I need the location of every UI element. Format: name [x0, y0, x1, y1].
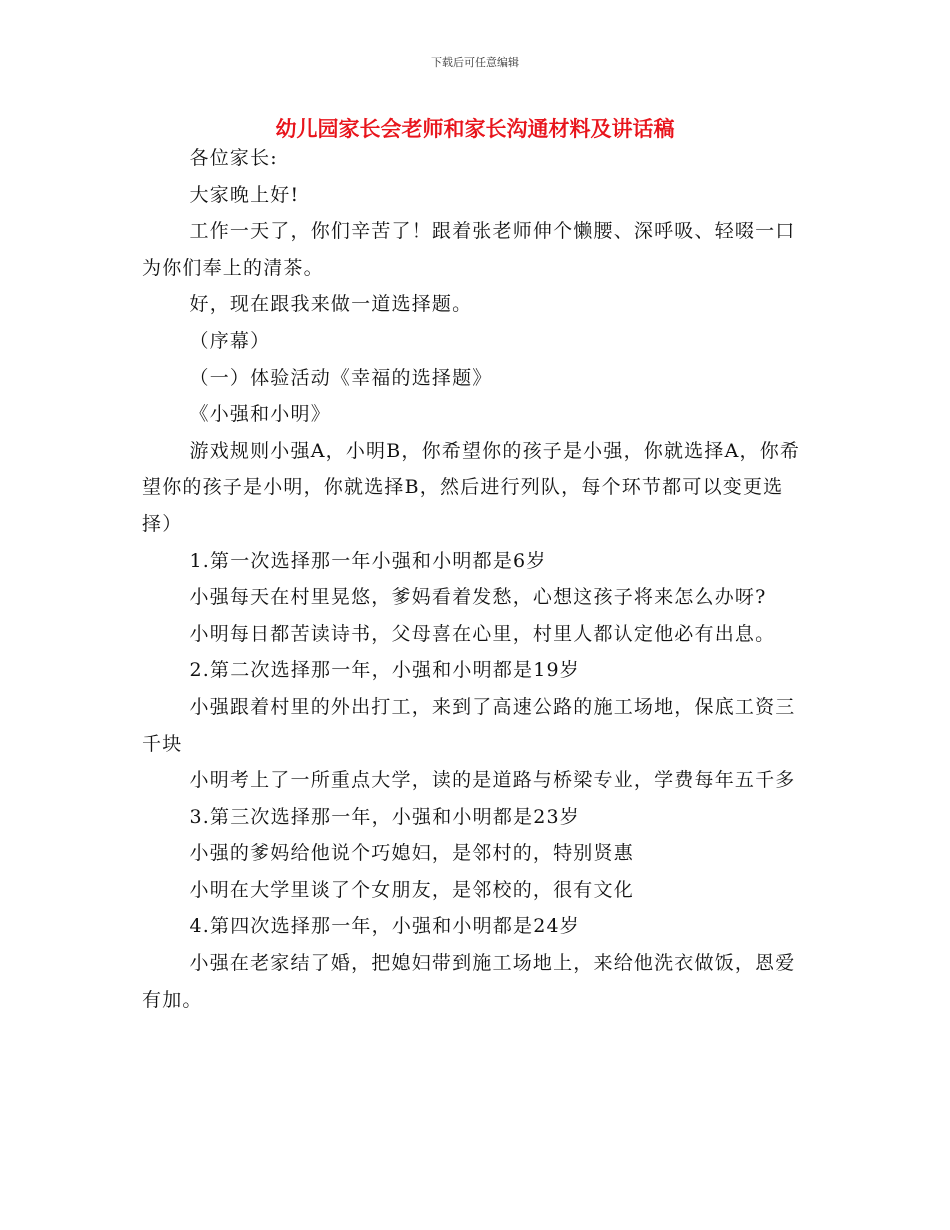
- paragraph: 2.第二次选择那一年，小强和小明都是19岁: [189, 659, 581, 682]
- paragraph: 各位家长:: [189, 147, 278, 169]
- paragraph: 大家晚上好!: [189, 183, 300, 206]
- paragraph: 4.第四次选择那一年，小强和小明都是24岁: [189, 915, 581, 938]
- document-title: 幼儿园家长会老师和家长沟通材料及讲话稿: [275, 117, 675, 141]
- paragraph: 《小强和小明》: [189, 403, 331, 426]
- page-header-note: 下载后可任意编辑: [431, 56, 519, 69]
- paragraph: 小强每天在村里晃悠，爹妈看着发愁，心想这孩子将来怎么办呀?: [189, 586, 767, 609]
- paragraph: （一）体验活动《幸福的选择题》: [189, 366, 493, 389]
- paragraph: 小明在大学里谈了个女朋友，是邻校的，很有文化: [189, 878, 634, 901]
- paragraph: 小强在老家结了婚，把媳妇带到施工场地上，来给他洗衣做饭，恩爱有加。: [142, 952, 796, 1011]
- paragraph: 工作一天了，你们辛苦了！跟着张老师伸个懒腰、深呼吸、轻啜一口为你们奉上的清茶。: [142, 220, 796, 279]
- paragraph: 游戏规则小强A，小明B，你希望你的孩子是小强，你就选择A，你希望你的孩子是小明，你就选择B，然后进行列队，每个环节都可以变更选择）: [142, 439, 801, 535]
- paragraph: 好，现在跟我来做一道选择题。: [189, 293, 473, 316]
- paragraph: 小强的爹妈给他说个巧媳妇，是邻村的，特别贤惠: [189, 842, 634, 865]
- paragraph: 3.第三次选择那一年，小强和小明都是23岁: [189, 805, 581, 828]
- paragraph: 小明考上了一所重点大学，读的是道路与桥梁专业，学费每年五千多: [189, 769, 796, 792]
- paragraph: 小强跟着村里的外出打工，来到了高速公路的施工场地，保底工资三千块: [142, 695, 796, 755]
- paragraph: （序幕）: [189, 329, 271, 352]
- paragraph: 1.第一次选择那一年小强和小明都是6岁: [189, 549, 547, 572]
- paragraph: 小明每日都苦读诗书，父母喜在心里，村里人都认定他必有出息。: [189, 622, 776, 645]
- document-body: [142, 140, 810, 1018]
